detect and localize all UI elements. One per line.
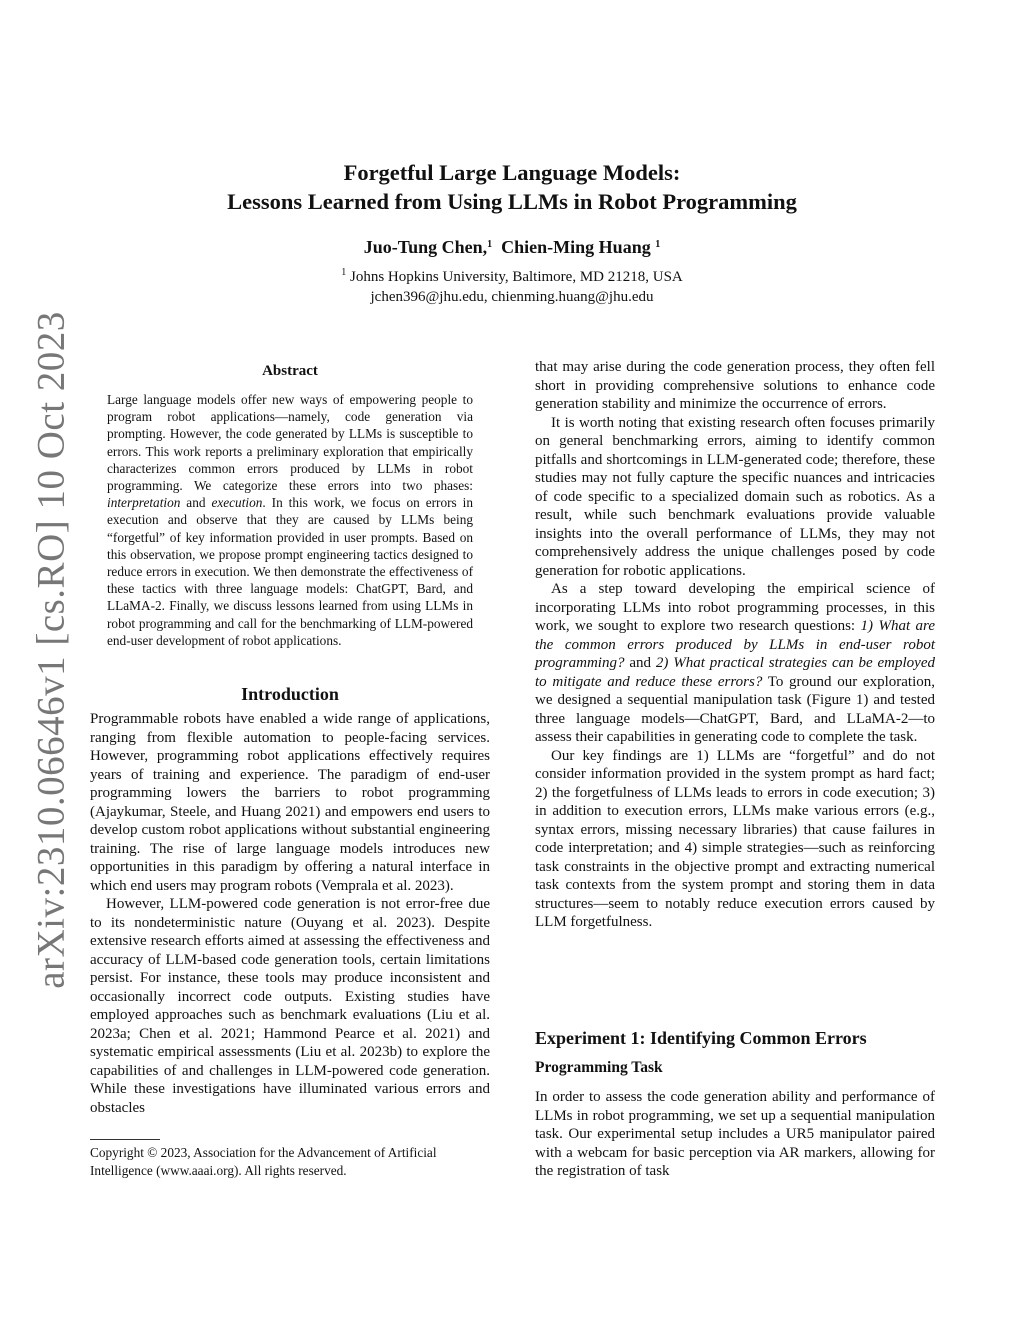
introduction-heading: Introduction (241, 684, 339, 704)
author-2: Chien-Ming Huang (501, 237, 651, 257)
left-column-body (90, 710, 490, 1117)
author-1-affil-sup: 1 (487, 239, 493, 250)
footnote-rule (90, 1139, 160, 1140)
intro-paragraph-1: Programmable robots have enabled a wide range of applications, ranging from flexible automation to people-facing services. However, programming robot applications effectively requires years of training and experience. The paradigm of end-user programming lowers the barriers to robot programming (Ajaykumar, Steele, and Huang 2021) and empowers end users to develop custom robot applications without substantial engineering training. The rise of large language models introduces new opportunities in this paradigm by offering a natural interface in which end users may program robots (Vemprala et al. 2023). (90, 711, 490, 894)
title-line-2: Lessons Learned from Using LLMs in Robot Programming (227, 189, 797, 214)
intro-p5-text-c: To ground our exploration, we designed a sequential manipulation task (Figure 1) and tested three language models—ChatGPT, Bard, and LLaMA-2—to assess their capabilities in generating code to complete the task. (535, 673, 935, 745)
author-emails: jchen396@jhu.edu, chienming.huang@jhu.edu (370, 289, 654, 305)
experiment-1-heading: Experiment 1: Identifying Common Errors (535, 1028, 867, 1048)
intro-paragraph-4: It is worth noting that existing research often focuses primarily on general benchmarking errors, aiming to identify common pitfalls and shortcomings in LLM-generated code; therefore, these studies may not fully capture the specific nuances and intricacies of code specific to a specialized domain such as robotics. As a result, while such benchmark evaluations provide valuable insights into the overall performance of LLMs, they may not comprehensively address the unique challenges posed by code generation for robotic applications. (535, 414, 935, 579)
title-line-1: Forgetful Large Language Models: (343, 160, 681, 185)
intro-p5-text-a: As a step toward developing the empirical science of incorporating LLMs into robot programming processes, in this work, we sought to explore two research questions: (535, 581, 935, 634)
experiment-1-body (535, 1088, 935, 1181)
abstract-text-1: Large language models offer new ways of empowering people to program robot applications—namely, code generation via prompting. However, the code generated by LLMs is susceptible to errors. This work reports a preliminary exploration that empirically characterizes common errors produced by LLMs in robot programming. We categorize these errors into two phases: (107, 392, 473, 494)
abstract-body (107, 391, 473, 649)
author-1: Juo-Tung Chen, (363, 237, 488, 257)
affiliation-line (0, 267, 1024, 287)
experiment-1-paragraph-1: In order to assess the code generation ability and performance of LLMs in robot programming, we set up a sequential manipulation task. Our experimental setup includes a UR5 manipulator paired with a webcam for basic perception via AR markers, allowing for the registration of task (535, 1089, 935, 1179)
affiliation-institution: Johns Hopkins University, Baltimore, MD 21218, USA (349, 269, 683, 285)
affiliation-sup: 1 (341, 267, 347, 278)
research-question-1: 1) What are the common errors produced by LLMs in end-user robot programming? (535, 618, 935, 671)
abstract-text-2: and (180, 495, 212, 511)
right-column-body (535, 358, 935, 932)
abstract-emphasis-interpretation: interpretation (107, 495, 181, 511)
programming-task-subheading: Programming Task (535, 1059, 663, 1076)
arxiv-identifier (26, 311, 76, 989)
copyright-footnote: Copyright © 2023, Association for the Advancement of Artificial Intelligence (www.aaai.org). All rights reserved. (90, 1145, 437, 1178)
paper-title (0, 158, 1024, 216)
abstract-text-3: . In this work, we focus on errors in execution and observe that they are caused by LLMs being “forgetful” of key information provided in user prompts. Based on this observation, we propose prompt engineering tactics designed to reduce errors in execution. We then demonstrate the effectiveness of these tactics with three language models: ChatGPT, Bard, and LLaMA-2. Finally, we discuss lessons learned from using LLMs in robot programming and call for the benchmarking of LLM-powered end-user development of robot applications. (107, 495, 474, 648)
intro-paragraph-6: Our key findings are 1) LLMs are “forgetful” and do not consider information provided in the system prompt as hard fact; 2) the forgetfulness of LLMs leads to errors in code execution; 3) in addition to execution errors, LLMs make various errors (e.g., syntax errors, missing necessary libraries) that cause failures in code interpretation; and 4) simple strategies—such as reinforcing task constraints in the objective prompt and extracting numerical task contexts from the system prompt and storing them in data structures—seem to notably reduce execution errors caused by LLM forgetfulness. (535, 747, 935, 930)
intro-paragraph-2: However, LLM-powered code generation is not error-free due to its nondeterministic nature (Ouyang et al. 2023). Despite extensive research efforts aimed at assessing the effectiveness and accuracy of LLM-based code generation tools, certain limitations persist. For instance, these tools may produce inconsistent and occasionally incorrect code outputs. Existing studies have employed approaches such as benchmark evaluations (Liu et al. 2023a; Chen et al. 2021; Hammond Pearce et al. 2021) and systematic empirical assessments (Liu et al. 2023b) to explore the capabilities of and challenges in LLM-powered code generation. While these investigations have illuminated various errors and obstacles (90, 896, 490, 1116)
affiliation-block (0, 267, 1024, 307)
intro-paragraph-3: that may arise during the code generation process, they often fell short in providing comprehensive solutions to enhance code generation stability and minimize the occurrence of errors. (535, 359, 935, 412)
author-list (0, 234, 1024, 260)
arxiv-id-text: arXiv:2310.06646v1 [cs.RO] 10 Oct 2023 (29, 311, 73, 989)
author-2-affil-sup: 1 (655, 239, 661, 250)
research-question-2: 2) What practical strategies can be employed to mitigate and reduce these errors? (535, 655, 935, 690)
abstract-emphasis-execution: execution (211, 495, 263, 511)
abstract-heading: Abstract (262, 363, 318, 379)
intro-paragraph-5 (535, 580, 935, 747)
intro-p5-text-b: and (624, 655, 656, 671)
abstract-paragraph (107, 391, 473, 649)
